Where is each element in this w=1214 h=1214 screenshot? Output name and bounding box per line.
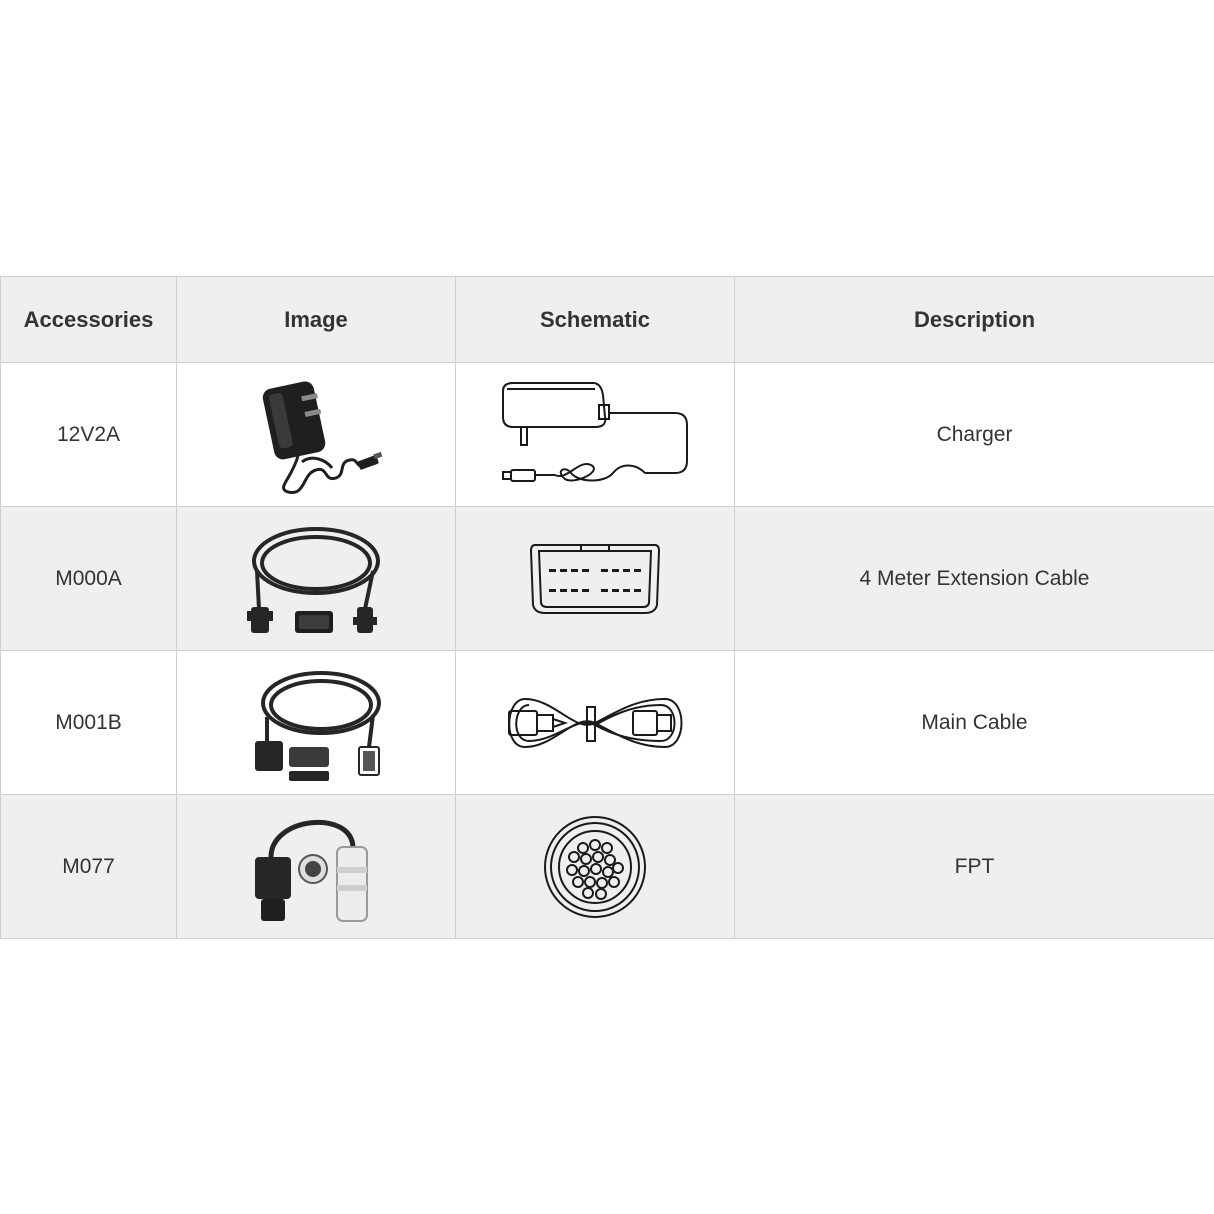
description: FPT bbox=[735, 795, 1214, 939]
schematic-cell bbox=[456, 795, 735, 939]
accessory-code: M000A bbox=[1, 507, 177, 651]
obd-connector-schematic-icon bbox=[525, 539, 665, 619]
header-schematic: Schematic bbox=[456, 277, 735, 363]
table-row bbox=[1, 363, 1214, 507]
accessory-code: M001B bbox=[1, 651, 177, 795]
table-row bbox=[1, 795, 1214, 939]
table-row bbox=[1, 507, 1214, 651]
accessory-code: 12V2A bbox=[1, 363, 177, 507]
power-adapter-photo-icon bbox=[246, 370, 386, 500]
power-adapter-schematic-icon bbox=[495, 375, 695, 495]
schematic-cell bbox=[456, 363, 735, 507]
extension-cable-photo-icon bbox=[241, 519, 391, 639]
header-accessories: Accessories bbox=[1, 277, 177, 363]
fpt-adapter-photo-icon bbox=[241, 807, 391, 927]
schematic-cell bbox=[456, 651, 735, 795]
table-row bbox=[1, 651, 1214, 795]
header-row bbox=[1, 277, 1214, 363]
image-cell bbox=[177, 363, 456, 507]
accessory-code: M077 bbox=[1, 795, 177, 939]
main-cable-schematic-icon bbox=[495, 683, 695, 763]
accessories-table bbox=[0, 276, 1214, 939]
description: Charger bbox=[735, 363, 1214, 507]
image-cell bbox=[177, 507, 456, 651]
round-connector-schematic-icon bbox=[540, 812, 650, 922]
header-description: Description bbox=[735, 277, 1214, 363]
main-cable-photo-icon bbox=[241, 663, 391, 783]
description: 4 Meter Extension Cable bbox=[735, 507, 1214, 651]
description: Main Cable bbox=[735, 651, 1214, 795]
image-cell bbox=[177, 651, 456, 795]
header-image: Image bbox=[177, 277, 456, 363]
schematic-cell bbox=[456, 507, 735, 651]
image-cell bbox=[177, 795, 456, 939]
